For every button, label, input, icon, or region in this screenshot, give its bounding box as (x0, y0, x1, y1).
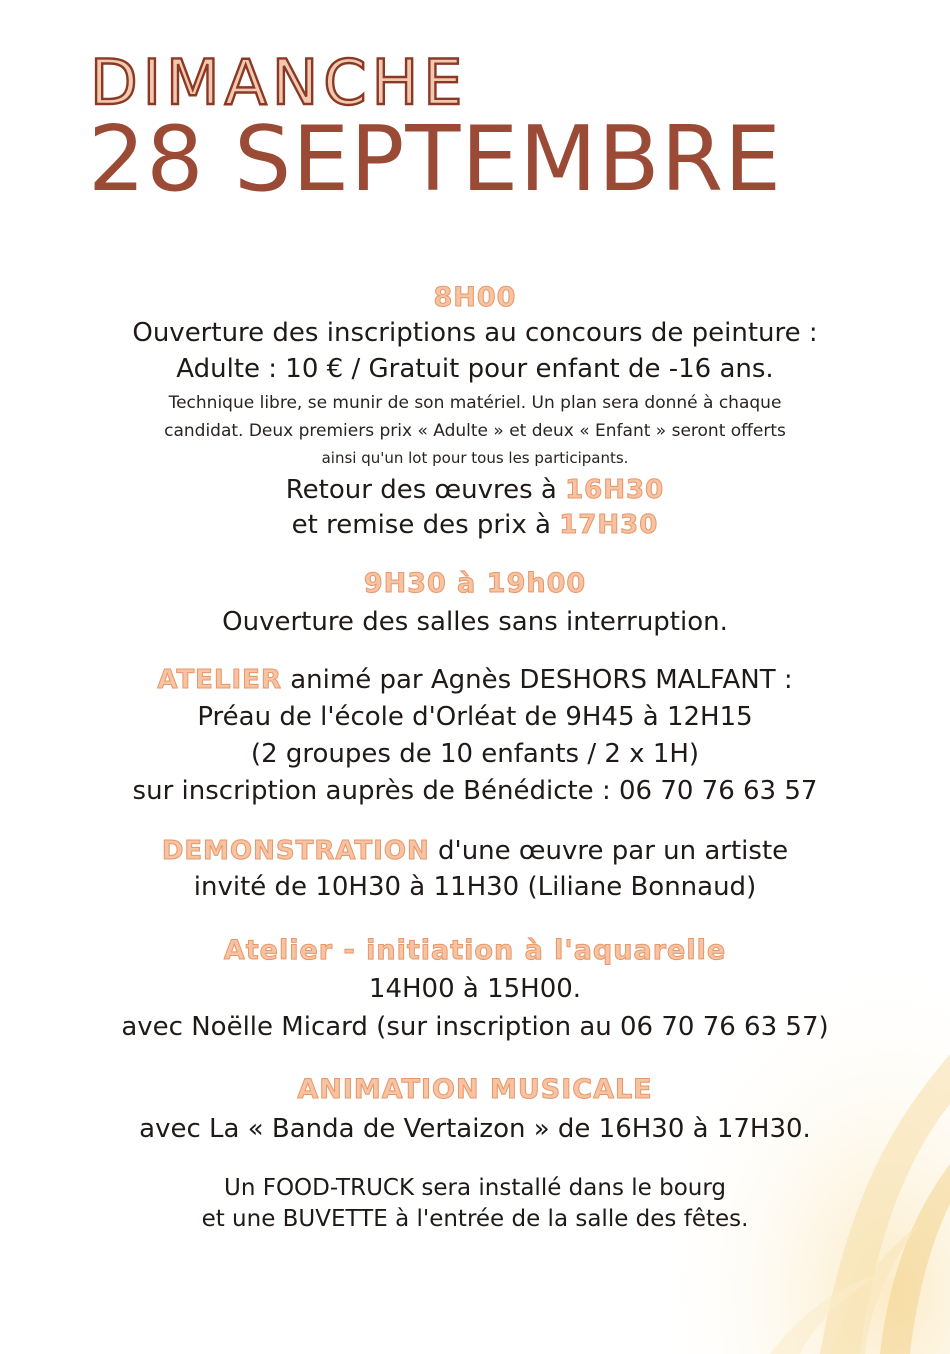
food-line-1: Un FOOD-TRUCK sera installé dans le bourg (224, 1175, 726, 1201)
demo-line-1 (0, 836, 950, 866)
demo-text: d'une œuvre par un artiste (438, 836, 789, 866)
workshop-line-3: (2 groupes de 10 enfants / 2 x 1H) (250, 739, 700, 769)
opening-time: 9H30 à 19h00 (363, 568, 587, 599)
music-text: avec La « Banda de Vertaizon » de 16H30 à 17H30. (139, 1114, 811, 1144)
return-label: Retour des œuvres à (285, 475, 557, 505)
date-title: 28 SEPTEMBRE (88, 107, 783, 212)
watercolor-host: avec Noëlle Micard (sur inscription au 06 70 76 63 57) (121, 1012, 829, 1042)
contest-detail-1: Technique libre, se munir de son matériel. Un plan sera donné à chaque (168, 393, 782, 413)
contest-line-1: Ouverture des inscriptions au concours de peinture : (132, 318, 818, 348)
contest-detail-2: candidat. Deux premiers prix « Adulte » et deux « Enfant » seront offerts (164, 421, 786, 441)
workshop-title: ATELIER (157, 665, 282, 695)
watercolor-time: 14H00 à 15H00. (368, 974, 582, 1004)
day-title: DIMANCHE (90, 46, 468, 119)
music-title: ANIMATION MUSICALE (297, 1074, 653, 1105)
watercolor-title: Atelier - initiation à l'aquarelle (223, 935, 727, 966)
workshop-line-2: Préau de l'école d'Orléat de 9H45 à 12H15 (197, 702, 753, 732)
return-line (0, 475, 950, 505)
food-line-2: et une BUVETTE à l'entrée de la salle des fêtes. (201, 1206, 749, 1232)
workshop-line-1 (0, 665, 950, 695)
awards-time: 17H30 (559, 510, 659, 540)
contest-time: 8H00 (433, 282, 517, 313)
awards-line (0, 510, 950, 540)
workshop-line-4: sur inscription auprès de Bénédicte : 06 70 76 63 57 (132, 776, 818, 806)
opening-text: Ouverture des salles sans interruption. (222, 607, 728, 637)
return-time: 16H30 (565, 475, 665, 505)
awards-label: et remise des prix à (291, 510, 551, 540)
demo-line-2: invité de 10H30 à 11H30 (Liliane Bonnaud) (193, 872, 757, 902)
contest-detail-3: ainsi qu'un lot pour tous les participants. (321, 449, 629, 467)
demo-title: DEMONSTRATION (161, 836, 430, 866)
workshop-host: animé par Agnès DESHORS MALFANT : (290, 665, 793, 695)
contest-line-2: Adulte : 10 € / Gratuit pour enfant de -16 ans. (176, 354, 774, 384)
